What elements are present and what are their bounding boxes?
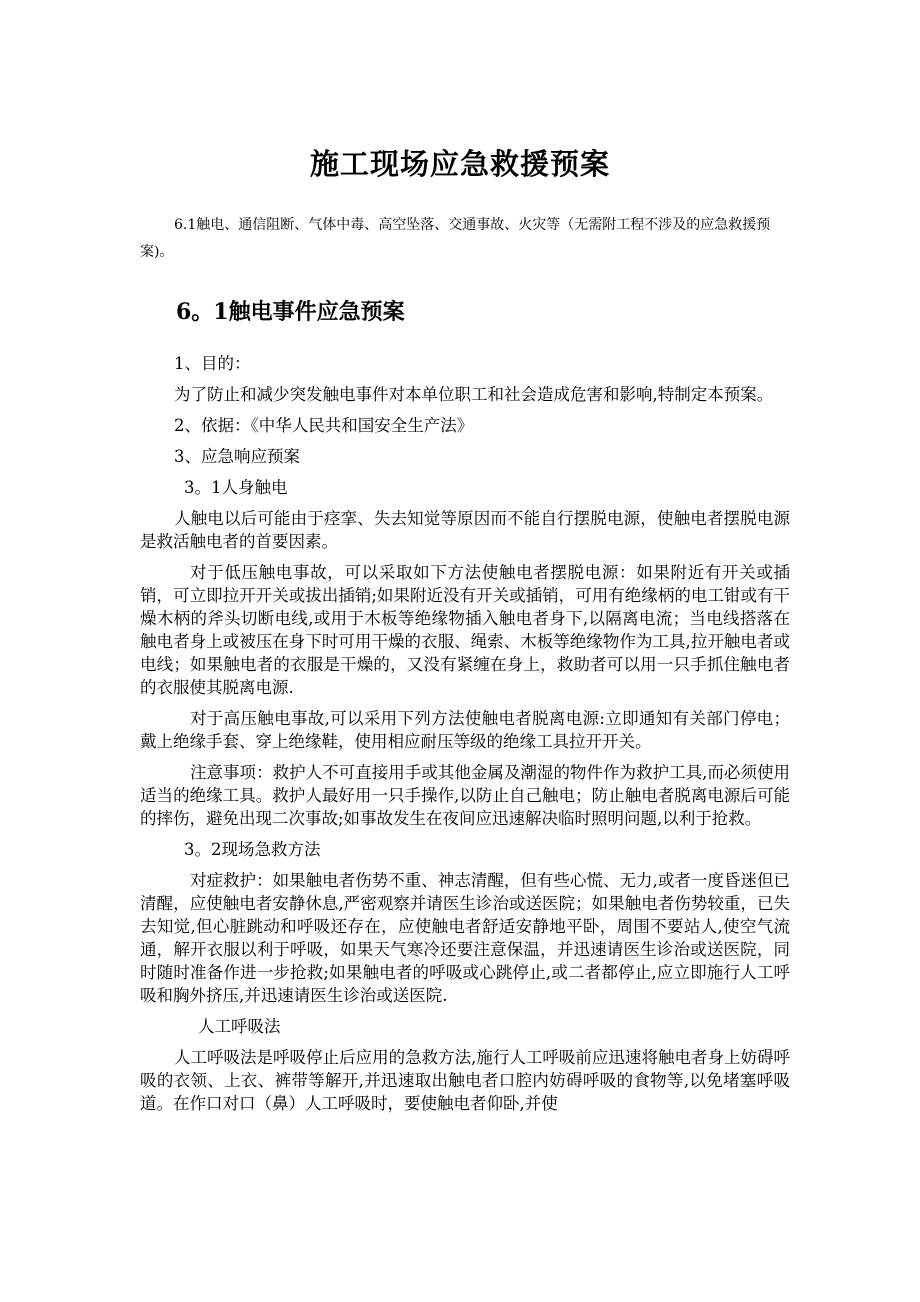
paragraph-purpose-label: 1、目的：	[174, 354, 251, 373]
paragraph-response-plan: 3、应急响应预案	[174, 447, 300, 466]
paragraph-precautions: 注意事项：救护人不可直接用手或其他金属及潮湿的物件作为救护工具,而必须使用适当的绝缘工具。救护人最好用一只手操作,以防止自己触电；防止触电者脱离电源后可能的摔伤，避免出现二次事故;如事故发生在夜间应迅速解决临时照明问题,以利于抢救。	[140, 763, 790, 828]
subheading-personal-shock: 3。1人身触电	[184, 478, 288, 497]
paragraph-basis: 2、依据：《中华人民共和国安全生产法》	[174, 416, 474, 435]
subheading-artificial-respiration: 人工呼吸法	[198, 1017, 281, 1036]
intro-paragraph: 6.1触电、通信阻断、气体中毒、高空坠落、交通事故、火灾等（无需附工程不涉及的应急救援预案)。	[140, 217, 771, 260]
paragraph-shock-intro: 人触电以后可能由于痉挛、失去知觉等原因而不能自行摆脱电源，使触电者摆脱电源是救活触电者的首要因素。	[140, 509, 790, 551]
paragraph-artificial-respiration: 人工呼吸法是呼吸停止后应用的急救方法,施行人工呼吸前应迅速将触电者身上妨碍呼吸的衣领、上衣、裤带等解开,并迅速取出触电者口腔内妨碍呼吸的食物等,以免堵塞呼吸道。在作口对口（鼻）人工呼吸时，要使触电者仰卧,并使	[140, 1048, 790, 1113]
paragraph-symptomatic-care: 对症救护：如果触电者伤势不重、神志清醒，但有些心慌、无力,或者一度昏迷但已清醒，应使触电者安静休息,严密观察并请医生诊治或送医院；如果触电者伤势较重，已失去知觉,但心脏跳动和呼吸还存在，应使触电者舒适安静地平卧，周围不要站人,使空气流通，解开衣服以利于呼吸，如果天气寒冷还要注意保温，并迅速请医生诊治或送医院，同时随时准备作进一步抢救;如果触电者的呼吸或心跳停止,或二者都停止,应立即施行人工呼吸和胸外挤压,并迅速请医生诊治或送医院.	[140, 871, 790, 1005]
paragraph-low-voltage: 对于低压触电事故，可以采取如下方法使触电者摆脱电源：如果附近有开关或插销，可立即拉开开关或拔出插销;如果附近没有开关或插销，可用有绝缘柄的电工钳或有干燥木柄的斧头切断电线,或用于木板等绝缘物插入触电者身下,以隔离电流；当电线搭落在触电者身上或被压在身下时可用干燥的衣服、绳索、木板等绝缘物作为工具,拉开触电者或电线；如果触电者的衣服是干燥的，又没有紧缠在身上，救助者可以用一只手抓住触电者的衣服使其脱离电源.	[140, 563, 790, 697]
paragraph-high-voltage: 对于高压触电事故,可以采用下列方法使触电者脱离电源:立即通知有关部门停电；戴上绝缘手套、穿上绝缘鞋，使用相应耐压等级的绝缘工具拉开开关。	[140, 709, 790, 751]
page-title: 施工现场应急救援预案	[309, 147, 610, 181]
section-heading: 6。1触电事件应急预案	[176, 299, 405, 325]
document-body	[140, 352, 790, 1123]
paragraph-purpose: 为了防止和减少突发触电事件对本单位职工和社会造成危害和影响,特制定本预案。	[174, 385, 774, 404]
subheading-first-aid: 3。2现场急救方法	[184, 840, 321, 859]
